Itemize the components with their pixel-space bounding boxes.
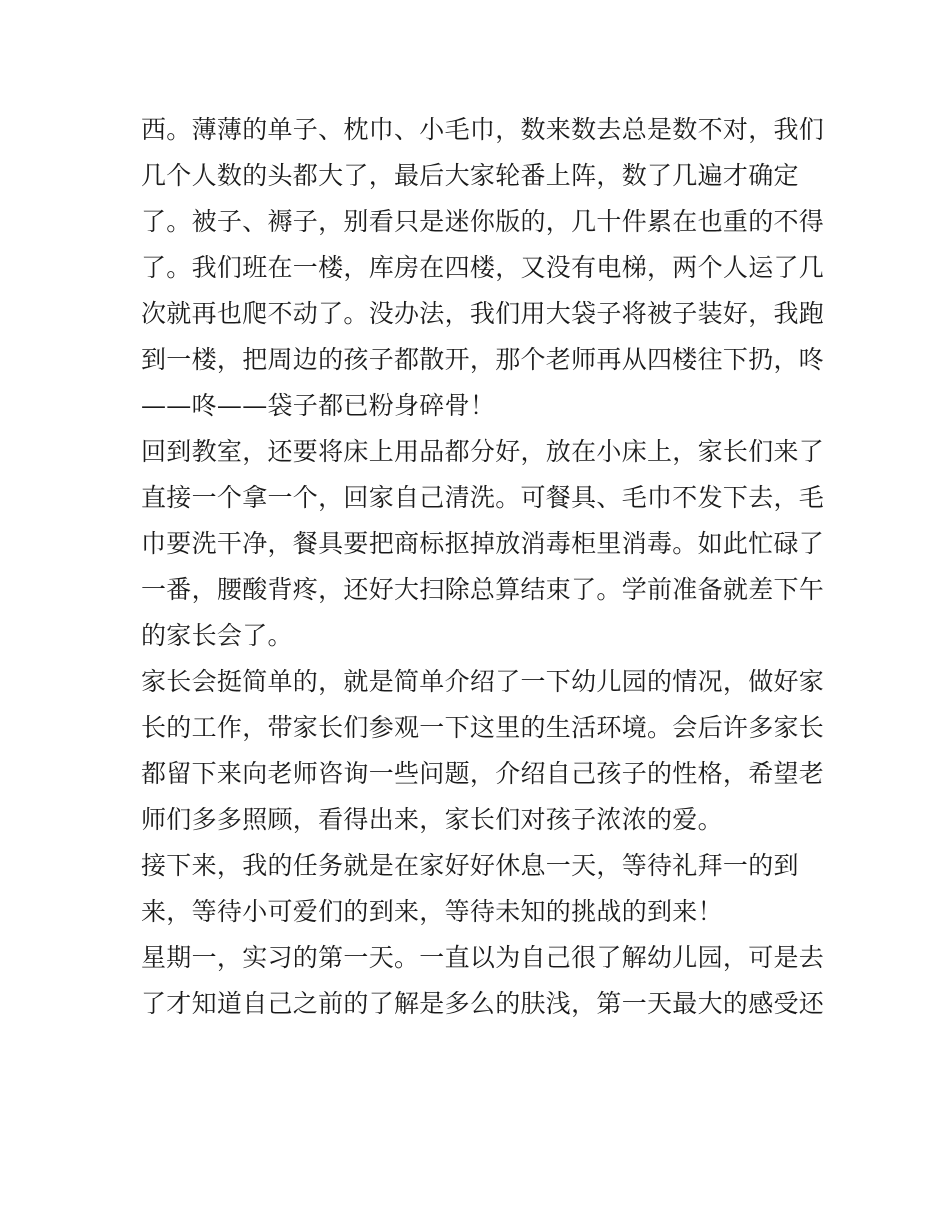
text-line: 西。薄薄的单子、枕巾、小毛巾，数来数去总是数不对，我们 — [141, 115, 825, 144]
text-line: 到一楼，把周边的孩子都散开，那个老师再从四楼往下扔，咚 — [141, 345, 825, 374]
text-line: 师们多多照顾，看得出来，家长们对孩子浓浓的爱。 — [141, 805, 723, 834]
text-line: 回到教室，还要将床上用品都分好，放在小床上，家长们来了 — [141, 437, 825, 466]
text-line: 直接一个拿一个，回家自己清洗。可餐具、毛巾不发下去，毛 — [141, 483, 825, 512]
text-line: 星期一，实习的第一天。一直以为自己很了解幼儿园，可是去 — [141, 943, 825, 972]
text-line: 接下来，我的任务就是在家好好休息一天，等待礼拜一的到 — [141, 851, 799, 880]
body-text — [141, 107, 825, 1027]
text-line: 来，等待小可爱们的到来，等待未知的挑战的到来！ — [141, 897, 723, 926]
text-line: 巾要洗干净，餐具要把商标抠掉放消毒柜里消毒。如此忙碌了 — [141, 529, 825, 558]
text-line: 了。我们班在一楼，库房在四楼，又没有电梯，两个人运了几 — [141, 253, 825, 282]
text-line: 长的工作，带家长们参观一下这里的生活环境。会后许多家长 — [141, 713, 825, 742]
text-line: ——咚——袋子都已粉身碎骨！ — [141, 391, 496, 420]
text-line: 了。被子、褥子，别看只是迷你版的，几十件累在也重的不得 — [141, 207, 825, 236]
text-line: 一番，腰酸背疼，还好大扫除总算结束了。学前准备就差下午 — [141, 575, 825, 604]
text-line: 次就再也爬不动了。没办法，我们用大袋子将被子装好，我跑 — [141, 299, 825, 328]
text-line: 都留下来向老师咨询一些问题，介绍自己孩子的性格，希望老 — [141, 759, 825, 788]
text-line: 家长会挺简单的，就是简单介绍了一下幼儿园的情况，做好家 — [141, 667, 825, 696]
text-line: 几个人数的头都大了，最后大家轮番上阵，数了几遍才确定 — [141, 161, 799, 190]
text-line: 的家长会了。 — [141, 621, 293, 650]
text-line: 了才知道自己之前的了解是多么的肤浅，第一天最大的感受还 — [141, 989, 825, 1018]
